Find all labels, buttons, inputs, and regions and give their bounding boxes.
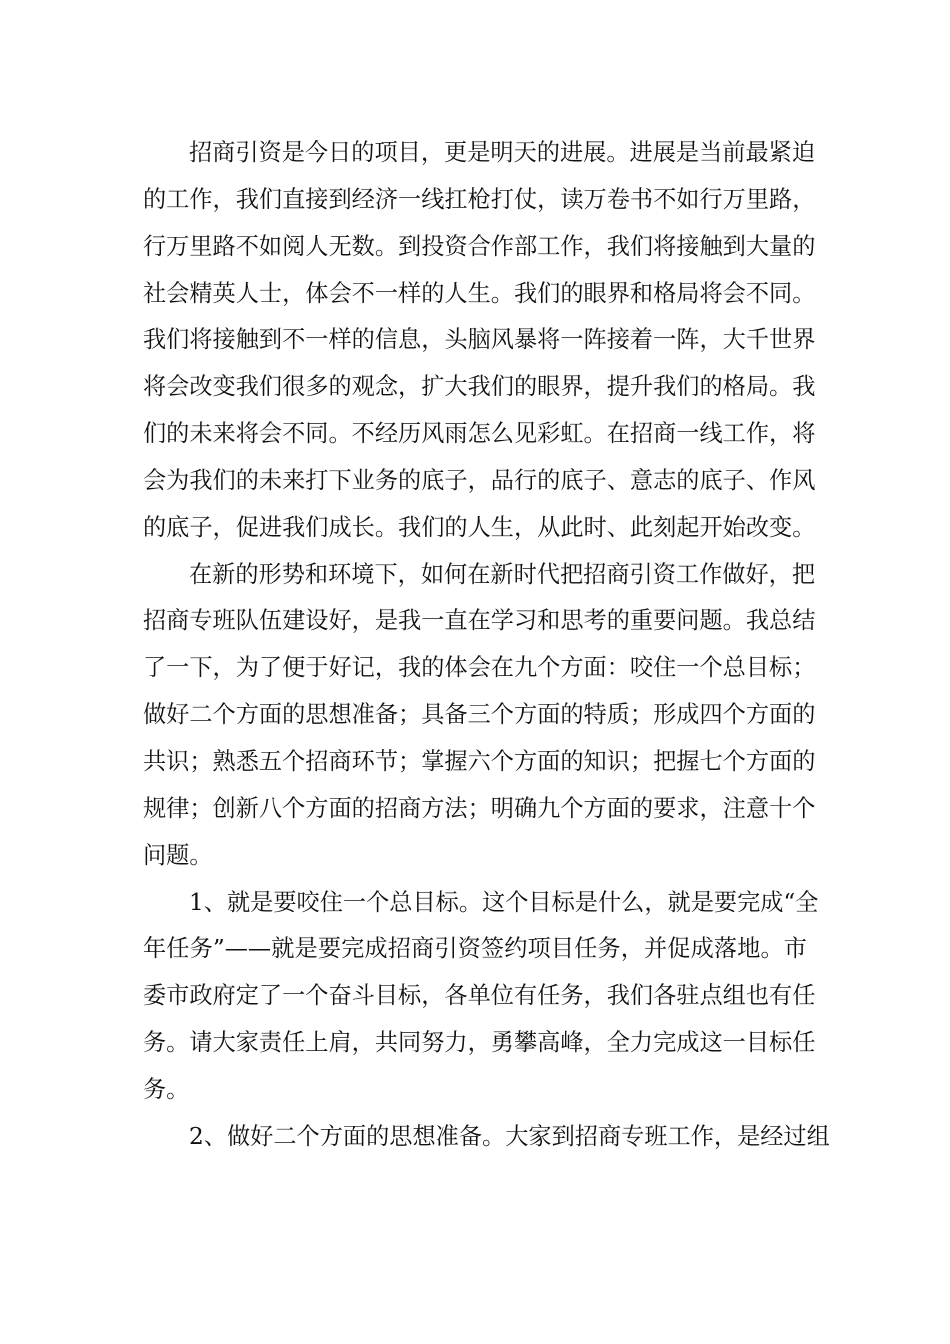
paragraph-line: 委市政府定了一个奋斗目标，各单位有任务，我们各驻点组也有任 [143, 982, 816, 1010]
paragraph-line: 做好二个方面的思想准备；具备三个方面的特质；形成四个方面的 [143, 701, 816, 729]
paragraph-line: 问题。 [143, 841, 213, 869]
paragraph-line: 招商专班队伍建设好，是我一直在学习和思考的重要问题。我总结 [143, 607, 816, 635]
document-body [143, 130, 830, 1161]
paragraph-line: 会为我们的未来打下业务的底子，品行的底子、意志的底子、作风 [143, 466, 816, 494]
paragraph-2 [143, 552, 816, 880]
paragraph-line: 共识；熟悉五个招商环节；掌握六个方面的知识；把握七个方面的 [143, 747, 816, 775]
paragraph-line: 我们将接触到不一样的信息，头脑风暴将一阵接着一阵，大千世界 [143, 326, 816, 354]
paragraph-line: 1、就是要咬住一个总目标。这个目标是什么，就是要完成“全 [189, 888, 819, 916]
paragraph-line: 在新的形势和环境下，如何在新时代把招商引资工作做好，把 [189, 560, 816, 588]
paragraph-line: 的工作，我们直接到经济一线扛枪打仗，读万卷书不如行万里路， [143, 185, 816, 213]
paragraph-line: 2、做好二个方面的思想准备。大家到招商专班工作，是经过组 [189, 1122, 830, 1150]
paragraph-line: 的底子，促进我们成长。我们的人生，从此时、此刻起开始改变。 [143, 513, 816, 541]
paragraph-line: 社会精英人士，体会不一样的人生。我们的眼界和格局将会不同。 [143, 279, 816, 307]
paragraph-line: 招商引资是今日的项目，更是明天的进展。进展是当前最紧迫 [189, 139, 816, 166]
paragraph-4 [143, 1114, 830, 1161]
paragraph-line: 规律；创新八个方面的招商方法；明确九个方面的要求，注意十个 [143, 794, 816, 822]
paragraph-line: 行万里路不如阅人无数。到投资合作部工作，我们将接触到大量的 [143, 232, 816, 260]
paragraph-line: 务。 [143, 1075, 190, 1103]
paragraph-line: 年任务”——就是要完成招商引资签约项目任务，并促成落地。市 [143, 935, 807, 963]
paragraph-line: 务。请大家责任上肩，共同努力，勇攀高峰，全力完成这一目标任 [143, 1029, 816, 1057]
paragraph-line: 了一下，为了便于好记，我的体会在九个方面：咬住一个总目标； [143, 654, 816, 682]
paragraph-3 [143, 880, 819, 1114]
paragraph-line: 们的未来将会不同。不经历风雨怎么见彩虹。在招商一线工作，将 [143, 420, 816, 448]
paragraph-line: 将会改变我们很多的观念，扩大我们的眼界，提升我们的格局。我 [143, 373, 816, 401]
paragraph-1 [143, 130, 816, 552]
